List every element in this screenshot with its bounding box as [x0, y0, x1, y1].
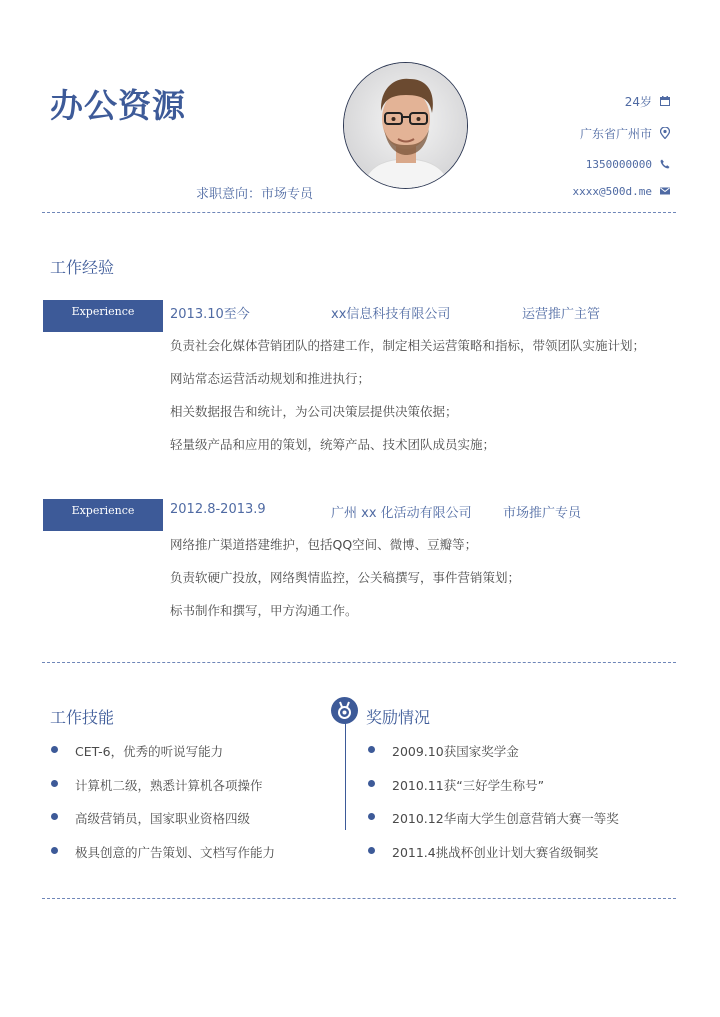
skill-item-3: 高级营销员，国家职业资格四级 — [75, 811, 251, 826]
experience-1-line-1: 负责社会化媒体营销团队的搭建工作，制定相关运营策略和指标，带领团队实施计划； — [170, 338, 646, 353]
experience-1-line-2: 网站常态运营活动规划和推进执行； — [170, 371, 371, 386]
skill-bullet-3 — [51, 813, 58, 820]
divider-top — [42, 212, 676, 213]
award-bullet-2 — [368, 780, 375, 787]
skill-bullet-2 — [51, 780, 58, 787]
award-bullet-3 — [368, 813, 375, 820]
resume-name: 办公资源 — [50, 86, 186, 125]
skills-section-title: 工作技能 — [50, 708, 115, 727]
award-item-2: 2010.11获“三好学生称号” — [392, 778, 545, 793]
medal-glyph — [331, 697, 358, 724]
map-pin-icon — [660, 127, 670, 139]
skill-item-2: 计算机二级，熟悉计算机各项操作 — [75, 778, 263, 793]
experience-period-1: 2013.10至今 — [170, 307, 250, 322]
award-item-4: 2011.4挑战杯创业计划大赛省级铜奖 — [392, 845, 599, 860]
skill-item-1: CET-6，优秀的听说写能力 — [75, 744, 224, 759]
age-row — [625, 92, 670, 110]
experience-role-2: 市场推广专员 — [503, 506, 582, 521]
experience-company-2: 广州 xx 化活动有限公司 — [331, 506, 472, 521]
avatar-photo — [344, 63, 468, 189]
phone-icon — [660, 159, 670, 169]
experience-company-1: xx信息科技有限公司 — [331, 307, 451, 322]
experience-role-1: 运营推广主管 — [522, 307, 601, 322]
column-separator — [345, 718, 346, 830]
experience-tag-2: Experience — [43, 499, 163, 531]
experience-1-line-3: 相关数据报告和统计，为公司决策层提供决策依据； — [170, 404, 458, 419]
email-text: xxxx@500d.me — [572, 184, 652, 198]
email-row — [573, 182, 670, 200]
envelope-icon — [660, 187, 670, 195]
location-text: 广东省广州市 — [579, 126, 652, 141]
experience-2-line-2: 负责软硬广投放，网络舆情监控，公关稿撰写，事件营销策划； — [170, 570, 521, 585]
experience-1-line-4: 轻量级产品和应用的策划，统筹产品、技术团队成员实施； — [170, 437, 496, 452]
work-section-title: 工作经验 — [50, 258, 115, 277]
experience-period-2: 2012.8-2013.9 — [170, 502, 266, 517]
award-bullet-1 — [368, 746, 375, 753]
awards-section-title: 奖励情况 — [366, 708, 431, 727]
award-item-1: 2009.10获国家奖学金 — [392, 744, 519, 759]
skill-bullet-4 — [51, 847, 58, 854]
skill-bullet-1 — [51, 746, 58, 753]
skill-item-4: 极具创意的广告策划、文档写作能力 — [75, 845, 276, 860]
phone-text: 1350000000 — [585, 157, 652, 171]
experience-2-line-3: 标书制作和撰写，甲方沟通工作。 — [170, 603, 358, 618]
divider-middle — [42, 662, 676, 663]
avatar — [343, 62, 468, 189]
location-row — [580, 124, 670, 142]
award-bullet-4 — [368, 847, 375, 854]
age-text: 24岁 — [624, 94, 652, 109]
phone-row — [586, 155, 670, 173]
medal-icon — [331, 697, 358, 724]
divider-bottom — [42, 898, 676, 899]
calendar-icon — [660, 96, 670, 106]
award-item-3: 2010.12华南大学生创意营销大赛一等奖 — [392, 811, 619, 826]
job-intent: 求职意向：市场专员 — [196, 187, 314, 202]
experience-2-line-1: 网络推广渠道搭建维护，包括QQ空间、微博、豆瓣等； — [170, 537, 478, 552]
experience-tag-1: Experience — [43, 300, 163, 332]
